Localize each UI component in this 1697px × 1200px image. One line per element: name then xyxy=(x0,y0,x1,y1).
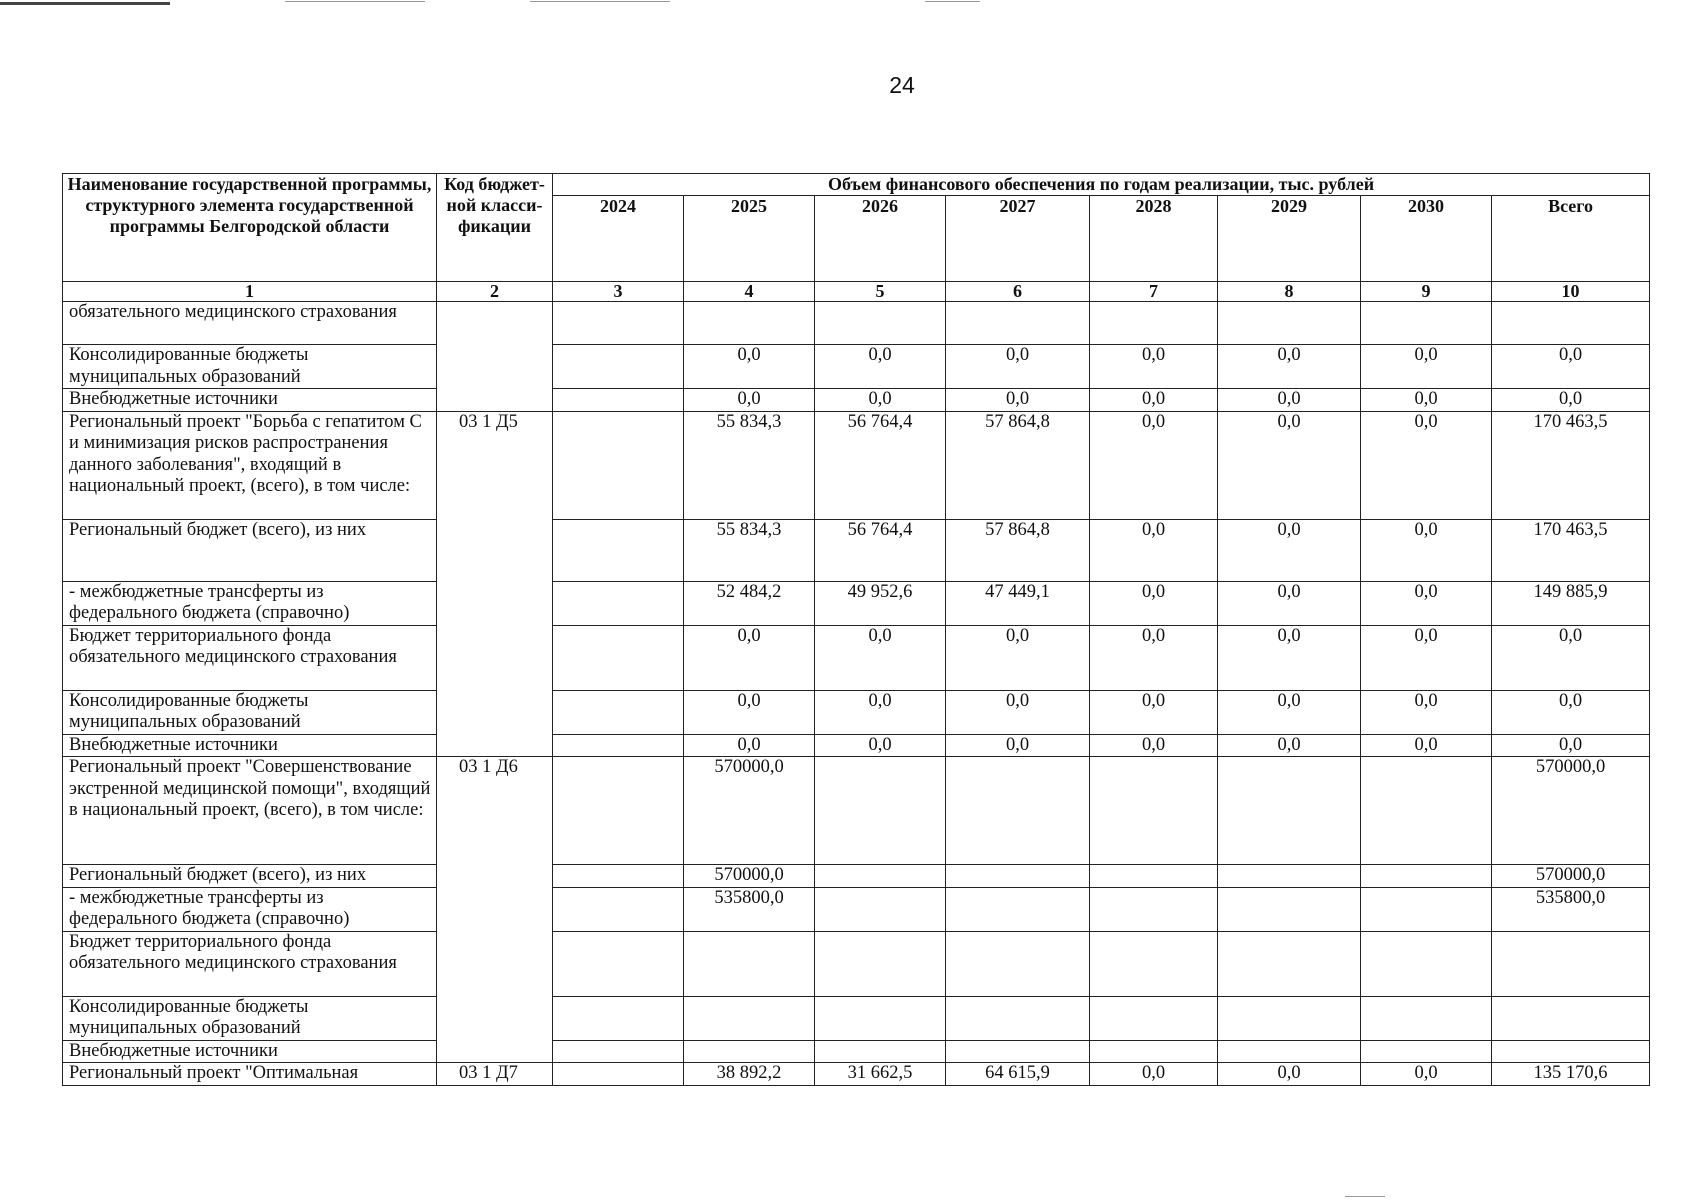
cell-value xyxy=(1361,757,1492,865)
column-number: 9 xyxy=(1361,282,1492,302)
table-row xyxy=(63,519,1650,581)
cell-value: 570000,0 xyxy=(1492,865,1650,888)
table-row xyxy=(63,411,1650,519)
cell-value: 0,0 xyxy=(1361,734,1492,757)
cell-value xyxy=(1361,931,1492,996)
cell-value xyxy=(1218,1040,1361,1063)
row-name: Консолидированные бюджеты муниципальных образований xyxy=(63,690,437,734)
column-number: 1 xyxy=(63,282,437,302)
cell-value: 0,0 xyxy=(1492,625,1650,690)
cell-value: 0,0 xyxy=(815,690,946,734)
page-number: 24 xyxy=(889,72,915,98)
cell-value xyxy=(1218,887,1361,931)
table-row xyxy=(63,865,1650,888)
cell-value xyxy=(1218,996,1361,1040)
cell-value xyxy=(1492,1040,1650,1063)
column-number: 8 xyxy=(1218,282,1361,302)
cell-value: 0,0 xyxy=(1090,345,1218,389)
row-name: Внебюджетные источники xyxy=(63,1040,437,1063)
cell-value: 0,0 xyxy=(1361,411,1492,519)
cell-value xyxy=(1492,931,1650,996)
row-name: Внебюджетные источники xyxy=(63,734,437,757)
cell-value xyxy=(684,931,815,996)
cell-value xyxy=(815,887,946,931)
cell-value: 0,0 xyxy=(1090,625,1218,690)
row-name: Внебюджетные источники xyxy=(63,389,437,412)
header-year: 2027 xyxy=(946,196,1090,282)
cell-value xyxy=(946,931,1090,996)
scan-artifact-line xyxy=(1345,1196,1385,1197)
cell-value: 0,0 xyxy=(946,734,1090,757)
cell-value xyxy=(815,302,946,345)
table-row xyxy=(63,389,1650,412)
cell-value: 57 864,8 xyxy=(946,519,1090,581)
cell-value xyxy=(553,345,684,389)
header-year: 2026 xyxy=(815,196,946,282)
budget-table xyxy=(62,173,1650,1086)
row-code: 03 1 Д7 xyxy=(437,1063,553,1086)
cell-value: 0,0 xyxy=(1218,345,1361,389)
cell-value xyxy=(946,1040,1090,1063)
cell-value: 0,0 xyxy=(946,389,1090,412)
cell-value: 0,0 xyxy=(1090,519,1218,581)
header-year: 2028 xyxy=(1090,196,1218,282)
cell-value xyxy=(1218,865,1361,888)
cell-value: 0,0 xyxy=(1218,734,1361,757)
cell-value xyxy=(553,1040,684,1063)
cell-value xyxy=(1361,887,1492,931)
row-name: Региональный проект "Оптимальная xyxy=(63,1063,437,1086)
cell-value: 535800,0 xyxy=(684,887,815,931)
cell-value xyxy=(553,757,684,865)
cell-value xyxy=(684,996,815,1040)
cell-value xyxy=(553,931,684,996)
cell-value: 0,0 xyxy=(946,690,1090,734)
cell-value: 0,0 xyxy=(1492,389,1650,412)
row-name: Региональный проект "Борьба с гепатитом С и минимизация рисков распространения данного заболевания", входящий в национальный проект, (всего), в том числе: xyxy=(63,411,437,519)
cell-value xyxy=(553,887,684,931)
cell-value: 0,0 xyxy=(1090,1063,1218,1086)
table-row xyxy=(63,625,1650,690)
cell-value xyxy=(553,411,684,519)
cell-value: 0,0 xyxy=(1361,389,1492,412)
cell-value xyxy=(1090,931,1218,996)
cell-value: 52 484,2 xyxy=(684,581,815,625)
cell-value xyxy=(553,996,684,1040)
cell-value xyxy=(553,865,684,888)
header-code: Код бюджет-ной класси-фикации xyxy=(437,174,553,282)
table-row xyxy=(63,1040,1650,1063)
cell-value: 0,0 xyxy=(1361,581,1492,625)
cell-value: 570000,0 xyxy=(1492,757,1650,865)
cell-value xyxy=(1090,887,1218,931)
cell-value: 0,0 xyxy=(684,345,815,389)
cell-value: 0,0 xyxy=(815,734,946,757)
cell-value: 0,0 xyxy=(946,625,1090,690)
cell-value: 570000,0 xyxy=(684,865,815,888)
table-row xyxy=(63,581,1650,625)
table-row xyxy=(63,887,1650,931)
cell-value xyxy=(946,996,1090,1040)
cell-value xyxy=(684,1040,815,1063)
cell-value: 0,0 xyxy=(1361,690,1492,734)
row-name: Региональный бюджет (всего), из них xyxy=(63,865,437,888)
row-name: Консолидированные бюджеты муниципальных образований xyxy=(63,345,437,389)
scan-artifact-line xyxy=(925,1,980,2)
row-name: Региональный бюджет (всего), из них xyxy=(63,519,437,581)
cell-value xyxy=(553,581,684,625)
cell-value: 0,0 xyxy=(1090,690,1218,734)
row-code xyxy=(437,302,553,412)
cell-value: 0,0 xyxy=(815,389,946,412)
cell-value: 0,0 xyxy=(1090,389,1218,412)
cell-value: 49 952,6 xyxy=(815,581,946,625)
column-number: 7 xyxy=(1090,282,1218,302)
cell-value xyxy=(1361,1040,1492,1063)
cell-value xyxy=(684,302,815,345)
scan-artifact-line xyxy=(0,2,170,5)
cell-value xyxy=(553,389,684,412)
cell-value: 0,0 xyxy=(684,625,815,690)
cell-value: 0,0 xyxy=(815,345,946,389)
cell-value xyxy=(1218,302,1361,345)
cell-value xyxy=(553,302,684,345)
cell-value: 0,0 xyxy=(1090,581,1218,625)
cell-value: 0,0 xyxy=(815,625,946,690)
cell-value xyxy=(946,887,1090,931)
table-row xyxy=(63,302,1650,345)
header-year: 2030 xyxy=(1361,196,1492,282)
cell-value: 149 885,9 xyxy=(1492,581,1650,625)
cell-value: 0,0 xyxy=(1361,1063,1492,1086)
column-number: 2 xyxy=(437,282,553,302)
cell-value xyxy=(946,302,1090,345)
cell-value xyxy=(1361,865,1492,888)
table-row xyxy=(63,996,1650,1040)
cell-value xyxy=(815,996,946,1040)
column-number: 10 xyxy=(1492,282,1650,302)
cell-value xyxy=(553,1063,684,1086)
cell-value xyxy=(1218,757,1361,865)
row-name: обязательного медицинского страхования xyxy=(63,302,437,345)
table-row xyxy=(63,690,1650,734)
cell-value xyxy=(815,931,946,996)
cell-value: 0,0 xyxy=(684,690,815,734)
cell-value xyxy=(815,865,946,888)
cell-value xyxy=(1090,865,1218,888)
cell-value xyxy=(1218,931,1361,996)
cell-value: 55 834,3 xyxy=(684,519,815,581)
row-name: Консолидированные бюджеты муниципальных образований xyxy=(63,996,437,1040)
cell-value: 0,0 xyxy=(1492,690,1650,734)
cell-value: 47 449,1 xyxy=(946,581,1090,625)
cell-value: 56 764,4 xyxy=(815,411,946,519)
scan-artifact-line xyxy=(285,1,425,2)
header-year: 2029 xyxy=(1218,196,1361,282)
cell-value: 0,0 xyxy=(1492,734,1650,757)
cell-value: 170 463,5 xyxy=(1492,519,1650,581)
cell-value: 0,0 xyxy=(1218,1063,1361,1086)
table-row xyxy=(63,345,1650,389)
cell-value: 38 892,2 xyxy=(684,1063,815,1086)
cell-value: 0,0 xyxy=(1361,625,1492,690)
row-name: Бюджет территориального фонда обязательного медицинского страхования xyxy=(63,625,437,690)
row-name: Бюджет территориального фонда обязательного медицинского страхования xyxy=(63,931,437,996)
table-row xyxy=(63,1063,1650,1086)
table-row xyxy=(63,757,1650,865)
cell-value: 135 170,6 xyxy=(1492,1063,1650,1086)
cell-value xyxy=(1361,302,1492,345)
cell-value: 31 662,5 xyxy=(815,1063,946,1086)
header-year: 2025 xyxy=(684,196,815,282)
cell-value xyxy=(553,690,684,734)
cell-value: 0,0 xyxy=(1090,734,1218,757)
cell-value: 0,0 xyxy=(1361,345,1492,389)
cell-value: 0,0 xyxy=(1218,411,1361,519)
row-name: - межбюджетные трансферты из федерального бюджета (справочно) xyxy=(63,581,437,625)
table-row xyxy=(63,734,1650,757)
cell-value xyxy=(1090,757,1218,865)
column-number: 3 xyxy=(553,282,684,302)
column-number: 6 xyxy=(946,282,1090,302)
row-name: Региональный проект "Совершенствование экстренной медицинской помощи", входящий в национальный проект, (всего), в том числе: xyxy=(63,757,437,865)
cell-value xyxy=(1492,996,1650,1040)
cell-value xyxy=(815,757,946,865)
cell-value: 0,0 xyxy=(946,345,1090,389)
cell-value: 0,0 xyxy=(1218,690,1361,734)
header-year: 2024 xyxy=(553,196,684,282)
cell-value: 0,0 xyxy=(1218,389,1361,412)
cell-value: 0,0 xyxy=(1218,519,1361,581)
cell-value: 0,0 xyxy=(1090,411,1218,519)
cell-value xyxy=(1361,996,1492,1040)
column-number: 4 xyxy=(684,282,815,302)
cell-value xyxy=(946,865,1090,888)
cell-value xyxy=(553,625,684,690)
cell-value xyxy=(946,757,1090,865)
cell-value xyxy=(1090,302,1218,345)
cell-value: 0,0 xyxy=(684,389,815,412)
cell-value: 57 864,8 xyxy=(946,411,1090,519)
cell-value: 56 764,4 xyxy=(815,519,946,581)
row-name: - межбюджетные трансферты из федерального бюджета (справочно) xyxy=(63,887,437,931)
header-volume: Объем финансового обеспечения по годам реализации, тыс. рублей xyxy=(553,174,1650,196)
cell-value: 0,0 xyxy=(1218,625,1361,690)
cell-value: 535800,0 xyxy=(1492,887,1650,931)
cell-value: 0,0 xyxy=(684,734,815,757)
header-total: Всего xyxy=(1492,196,1650,282)
cell-value: 570000,0 xyxy=(684,757,815,865)
table-row xyxy=(63,931,1650,996)
column-number: 5 xyxy=(815,282,946,302)
row-code: 03 1 Д5 xyxy=(437,411,553,757)
cell-value: 0,0 xyxy=(1492,345,1650,389)
cell-value xyxy=(553,519,684,581)
scan-artifact-line xyxy=(530,1,670,2)
cell-value xyxy=(815,1040,946,1063)
cell-value xyxy=(1090,1040,1218,1063)
header-name: Наименование государственной программы, структурного элемента государственной программы Белгородской области xyxy=(63,174,437,282)
cell-value: 0,0 xyxy=(1218,581,1361,625)
cell-value xyxy=(1090,996,1218,1040)
cell-value: 55 834,3 xyxy=(684,411,815,519)
cell-value xyxy=(553,734,684,757)
cell-value: 170 463,5 xyxy=(1492,411,1650,519)
cell-value: 64 615,9 xyxy=(946,1063,1090,1086)
cell-value: 0,0 xyxy=(1361,519,1492,581)
cell-value xyxy=(1492,302,1650,345)
row-code: 03 1 Д6 xyxy=(437,757,553,1063)
